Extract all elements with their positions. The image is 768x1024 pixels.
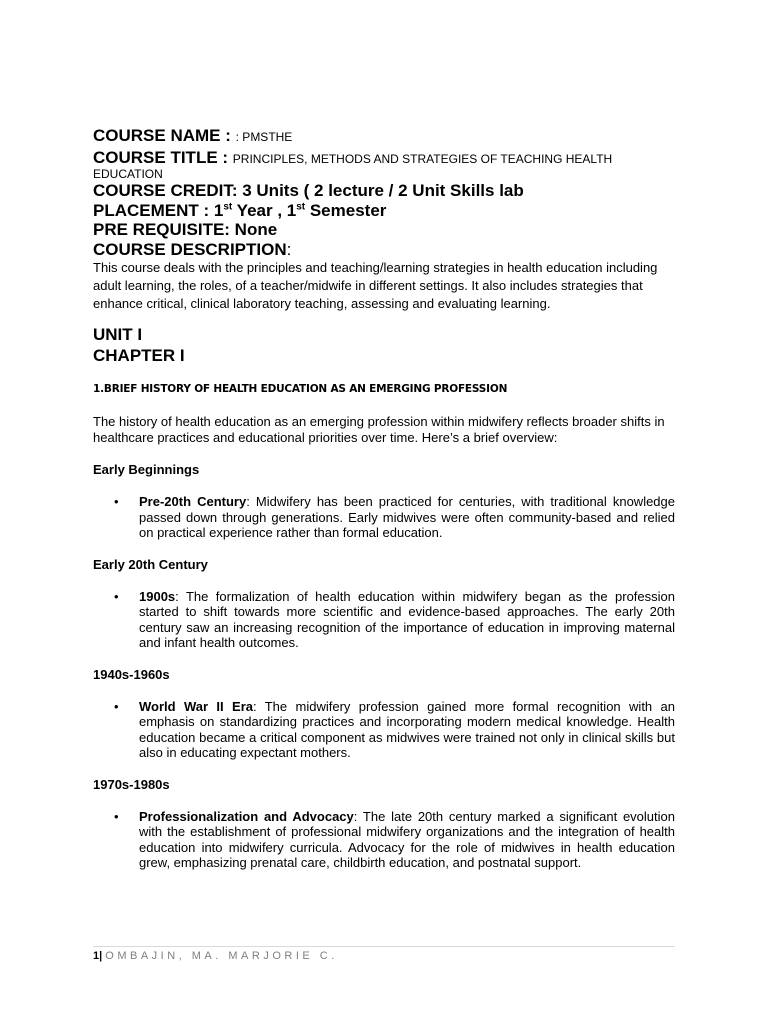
bullet-list [93,589,675,651]
section-heading: Early Beginnings [93,462,200,477]
list-item [93,699,675,761]
unit-title: UNIT I [93,325,143,344]
chapter-section-title: 1.BRIEF HISTORY OF HEALTH EDUCATION AS AN EMERGING PROFESSION [93,383,508,395]
page-number: 1 [93,950,100,962]
section-early-20th-century [93,557,675,651]
unit-heading [93,324,675,366]
page-footer [93,950,338,963]
list-item-term: Professionalization and Advocacy [139,808,354,824]
list-item-text: : The midwifery profession gained more formal recognition with an emphasis on standardizing practices and incorporating modern medical knowledge. Health education became a critical component as midwives were trained not only in clinical skills but also in educating expectant mothers. [139,698,675,760]
list-item-text: : The late 20th century marked a significant evolution with the establishment of professional midwifery organizations and the integration of health education into midwifery curricula. Advocacy for the role of midwives in health education grew, emphasizing prenatal care, childbirth education, and postnatal support. [139,808,675,870]
list-item-term: Pre-20th Century [139,494,247,509]
section-1940s-1960s [93,667,675,761]
bullet-icon: • [114,494,119,509]
list-item [93,589,675,651]
section-heading: 1970s-1980s [93,776,170,792]
placement-sup-1: st [223,200,233,212]
course-name-value: : PMSTHE [235,130,293,144]
course-description-heading [93,240,675,260]
course-description-label: COURSE DESCRIPTION [93,239,287,259]
bullet-list [93,494,675,541]
bullet-icon: • [114,808,119,824]
bullet-list [93,699,675,761]
course-title-value: PRINCIPLES, METHODS AND STRATEGIES OF TEACHING HEALTH [232,151,613,166]
list-item-text: : Midwifery has been practiced for centuries, with traditional knowledge passed down through generations. Early midwives were often community-based and relied on practical experience rather than formal education. [139,494,675,540]
prerequisite: PRE REQUISITE: None [93,220,278,239]
bullet-icon: • [114,698,119,714]
section-heading: Early 20th Century [93,556,208,572]
footer-separator: | [99,950,103,962]
course-title-line [93,148,675,170]
list-item-text: : The formalization of health education within midwifery began as the profession started to shift towards more scientific and evidence-based approaches. The early 20th century saw an increasing recognition of the importance of education in improving maternal and infant health outcomes. [139,588,675,650]
course-title-continuation: EDUCATION [93,167,163,181]
footer-divider [93,946,675,947]
section-1970s-1980s [93,777,675,871]
placement-part-a: PLACEMENT : 1 [93,200,224,220]
placement-part-c: Semester [305,200,387,220]
document-page [93,126,675,871]
course-name-line [93,126,675,148]
course-title-label: COURSE TITLE : [93,147,229,167]
placement-part-b: Year , 1 [232,200,297,220]
placement-line [93,201,675,221]
chapter-title: CHAPTER I [93,346,185,365]
course-description-text: This course deals with the principles and teaching/learning strategies in health education including adult learning, the roles, of a teacher/midwife in different settings. It also includes strategies that enhance critical, clinical laboratory teaching, assessing and evaluating learning. [93,260,658,311]
footer-author: OMBAJIN, MA. MARJORIE C. [105,950,338,962]
section-early-beginnings [93,462,675,541]
section-heading: 1940s-1960s [93,666,170,682]
bullet-list [93,809,675,871]
course-credit: COURSE CREDIT: 3 Units ( 2 lecture / 2 Unit Skills lab [93,181,524,200]
course-description-colon: : [286,239,292,259]
placement-sup-2: st [296,200,306,212]
list-item-term: World War II Era [139,698,253,714]
course-name-label: COURSE NAME : [93,126,231,145]
list-item [93,494,675,541]
bullet-icon: • [114,588,119,604]
list-item-term: 1900s [139,588,176,604]
intro-paragraph: The history of health education as an emerging profession within midwifery reflects broader shifts in healthcare practices and educational priorities over time. Here’s a brief overview: [93,414,665,445]
list-item [93,809,675,871]
